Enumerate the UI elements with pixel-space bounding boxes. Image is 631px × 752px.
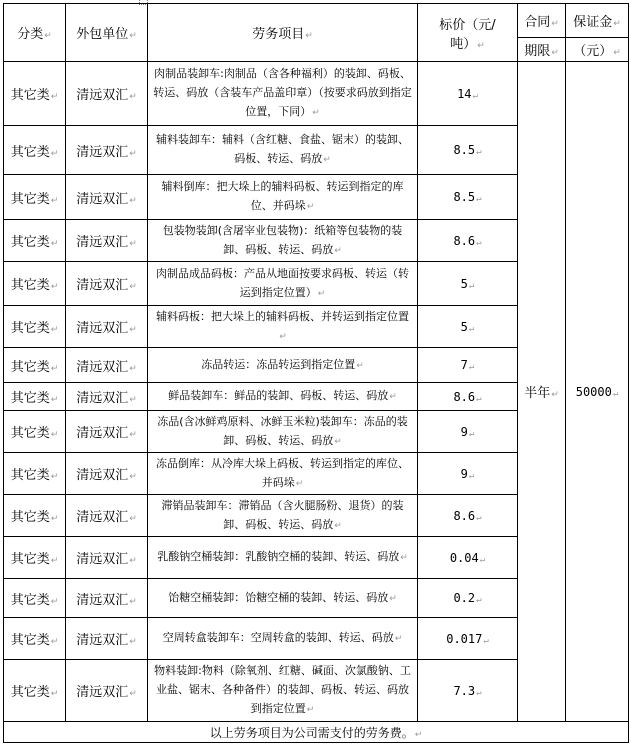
- item-cell: 辅料倒库：把大垛上的辅料码板、转运到指定的库位、并码垛↵: [148, 175, 418, 220]
- vendor-cell: 清远双汇↵: [66, 579, 148, 618]
- item-cell: 包装物装卸(含屠宰业包装物)：纸箱等包装物的装卸、码板、转运、码放↵: [148, 220, 418, 262]
- item-cell: 肉制品装卸车:肉制品（含各种福利）的装卸、码板、转运、码放（含装车产品盖印章）（按要求码放到指定位置，下同）↵: [148, 62, 418, 126]
- vendor-cell: 清远双汇↵: [66, 537, 148, 579]
- header-vendor: 外包单位↵: [66, 4, 148, 62]
- category-cell: 其它类↵: [4, 411, 66, 453]
- vendor-cell: 清远双汇↵: [66, 411, 148, 453]
- category-cell: 其它类↵: [4, 495, 66, 537]
- item-cell: 滞销品装卸车：滞销品（含火腿肠粉、退货）的装卸、码板、转运、码放↵: [148, 495, 418, 537]
- category-cell: 其它类↵: [4, 453, 66, 495]
- price-cell: 9↵: [418, 411, 518, 453]
- category-cell: 其它类↵: [4, 537, 66, 579]
- price-cell: 8.6↵: [418, 383, 518, 411]
- header-row: [4, 4, 629, 38]
- contract-term-cell: 半年↵: [518, 62, 566, 722]
- vendor-cell: 清远双汇↵: [66, 175, 148, 220]
- table-row: [4, 62, 629, 126]
- header-contract-line2: 期限↵: [518, 38, 566, 62]
- header-contract-line1: 合同↵: [518, 4, 566, 38]
- vendor-cell: 清远双汇↵: [66, 453, 148, 495]
- item-cell: 空周转盒装卸车：空周转盒的装卸、转运、码放↵: [148, 618, 418, 660]
- price-cell: 7↵: [418, 348, 518, 383]
- category-cell: 其它类↵: [4, 579, 66, 618]
- item-cell: 物料装卸:物料（除氧剂、红糖、碱面、次氯酸钠、工业盐、锯末、各种备件）的装卸、码板、转运、码放到指定位置↵: [148, 660, 418, 722]
- header-item: 劳务项目↵: [148, 4, 418, 62]
- category-cell: 其它类↵: [4, 306, 66, 348]
- vendor-cell: 清远双汇↵: [66, 62, 148, 126]
- deposit-cell: 50000↵: [566, 62, 629, 722]
- price-cell: 8.5↵: [418, 175, 518, 220]
- header-deposit-line1: 保证金↵: [566, 4, 629, 38]
- price-cell: 14↵: [418, 62, 518, 126]
- price-cell: 5↵: [418, 306, 518, 348]
- category-cell: 其它类↵: [4, 262, 66, 306]
- item-cell: 冻品转运：冻品转运到指定位置↵: [148, 348, 418, 383]
- labor-services-table: [3, 3, 629, 743]
- price-cell: 8.5↵: [418, 126, 518, 175]
- vendor-cell: 清远双汇↵: [66, 306, 148, 348]
- item-cell: 乳酸钠空桶装卸：乳酸钠空桶的装卸、转运、码放↵: [148, 537, 418, 579]
- item-cell: 辅料装卸车：辅料（含红糖、食盐、锯末）的装卸、码板、转运、码放↵: [148, 126, 418, 175]
- footer-row: [4, 722, 629, 743]
- category-cell: 其它类↵: [4, 348, 66, 383]
- header-category: 分类↵: [4, 4, 66, 62]
- price-cell: 0.2↵: [418, 579, 518, 618]
- category-cell: 其它类↵: [4, 175, 66, 220]
- header-price: 标价（元/ 吨）↵: [418, 4, 518, 62]
- header-deposit-line2: （元）↵: [566, 38, 629, 62]
- footer-note: 以上劳务项目为公司需支付的劳务费。↵: [4, 722, 629, 743]
- category-cell: 其它类↵: [4, 62, 66, 126]
- category-cell: 其它类↵: [4, 383, 66, 411]
- price-cell: 8.6↵: [418, 220, 518, 262]
- price-cell: 0.017↵: [418, 618, 518, 660]
- price-cell: 9↵: [418, 453, 518, 495]
- category-cell: 其它类↵: [4, 126, 66, 175]
- category-cell: 其它类↵: [4, 660, 66, 722]
- vendor-cell: 清远双汇↵: [66, 262, 148, 306]
- vendor-cell: 清远双汇↵: [66, 618, 148, 660]
- price-cell: 7.3↵: [418, 660, 518, 722]
- vendor-cell: 清远双汇↵: [66, 348, 148, 383]
- price-cell: 5↵: [418, 262, 518, 306]
- item-cell: 辅料码板：把大垛上的辅料码板、并转运到指定位置↵: [148, 306, 418, 348]
- vendor-cell: 清远双汇↵: [66, 660, 148, 722]
- category-cell: 其它类↵: [4, 220, 66, 262]
- vendor-cell: 清远双汇↵: [66, 126, 148, 175]
- price-cell: 8.6↵: [418, 495, 518, 537]
- labor-services-table-container: [3, 3, 628, 743]
- item-cell: 冻品倒库：从冷库大垛上码板、转运到指定的库位、并码垛↵: [148, 453, 418, 495]
- item-cell: 鲜品装卸车：鲜品的装卸、码板、转运、码放↵: [148, 383, 418, 411]
- category-cell: 其它类↵: [4, 618, 66, 660]
- item-cell: 肉制品成品码板：产品从地面按要求码板、转运（转运到指定位置）↵: [148, 262, 418, 306]
- vendor-cell: 清远双汇↵: [66, 495, 148, 537]
- item-cell: 饴糖空桶装卸：饴糖空桶的装卸、转运、码放↵: [148, 579, 418, 618]
- price-cell: 0.04↵: [418, 537, 518, 579]
- vendor-cell: 清远双汇↵: [66, 220, 148, 262]
- vendor-cell: 清远双汇↵: [66, 383, 148, 411]
- item-cell: 冻品(含冰鲜鸡原料、冰鲜玉米粒)装卸车：冻品的装卸、码板、转运、码放↵: [148, 411, 418, 453]
